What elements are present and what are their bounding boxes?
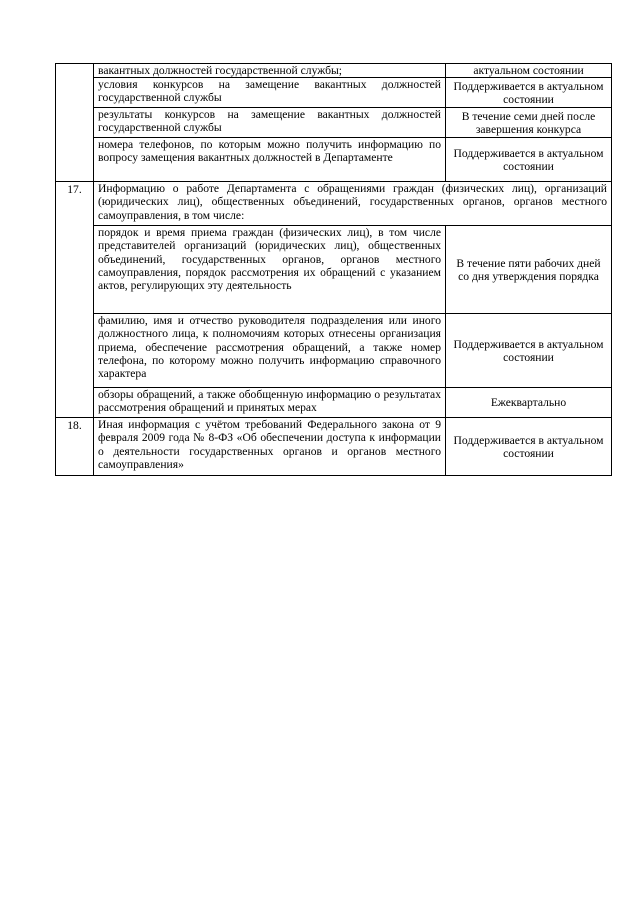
row-description: порядок и время приема граждан (физических лиц), в том числе представителей организаций (юридических лиц), общественных объединений, государственных органов, органов местного самоуправления, порядок рассмотрения их обращений с указанием актов, регулирующих эту деятельность <box>94 226 446 314</box>
row-term: Поддерживается в актуальном состоянии <box>446 418 612 476</box>
table-row <box>56 108 612 138</box>
info-table <box>55 63 612 476</box>
table-row <box>56 138 612 182</box>
row-description: вакантных должностей государственной службы; <box>94 64 446 78</box>
row-term: Поддерживается в актуальном состоянии <box>446 314 612 388</box>
item-17-heading: Информацию о работе Департамента с обращениями граждан (физических лиц), организаций (юридических лиц), общественных объединений, государственных органов, органов местного самоуправления, в том числе: <box>94 182 612 226</box>
row-term: В течение пяти рабочих дней со дня утверждения порядка <box>446 226 612 314</box>
row-term: Поддерживается в актуальном состоянии <box>446 78 612 108</box>
table-row-item-18 <box>56 418 612 476</box>
table-row <box>56 226 612 314</box>
row-description: номера телефонов, по которым можно получить информацию по вопросу замещения вакантных должностей в Департаменте <box>94 138 446 182</box>
row-description: обзоры обращений, а также обобщенную информацию о результатах рассмотрения обращений и принятых мерах <box>94 388 446 418</box>
table-row <box>56 388 612 418</box>
row-description: Иная информация с учётом требований Федерального закона от 9 февраля 2009 года № 8-ФЗ «Об обеспечении доступа к информации о деятельности государственных органов и органов местного самоуправления» <box>94 418 446 476</box>
row-term: В течение семи дней после завершения конкурса <box>446 108 612 138</box>
row-number: 17. <box>56 182 94 418</box>
row-term: актуальном состоянии <box>446 64 612 78</box>
row-number <box>56 64 94 182</box>
row-term: Ежеквартально <box>446 388 612 418</box>
row-term: Поддерживается в актуальном состоянии <box>446 138 612 182</box>
row-description: условия конкурсов на замещение вакантных должностей государственной службы <box>94 78 446 108</box>
row-number: 18. <box>56 418 94 476</box>
row-description: результаты конкурсов на замещение вакантных должностей государственной службы <box>94 108 446 138</box>
table-row <box>56 64 612 78</box>
row-description: фамилию, имя и отчество руководителя подразделения или иного должностного лица, к полномочиям которых отнесены организация приема, обеспечение рассмотрения обращений, а также номер телефона, по которому можно получить информацию справочного характера <box>94 314 446 388</box>
table-row-item-17 <box>56 182 612 226</box>
table-row <box>56 314 612 388</box>
table-row <box>56 78 612 108</box>
